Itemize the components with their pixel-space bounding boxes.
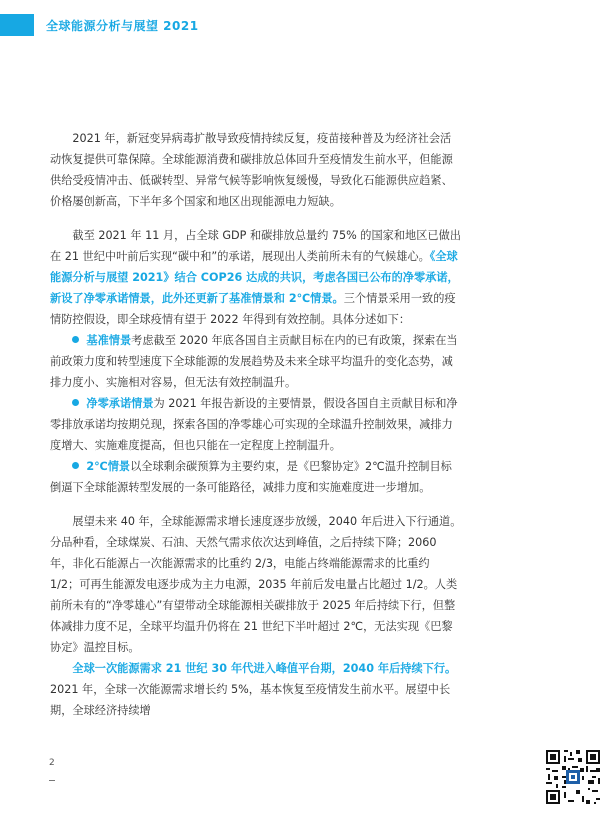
bullet-2c-scenario	[50, 456, 462, 498]
bullet-dot-icon	[72, 399, 79, 406]
bullet-text: 为 2021 年报告新设的主要情景，假设各国自主贡献目标和净零排放承诺均按期兑现，探索各国的净零雄心可实现的全球温升控制效果，减排力度增大、实施难度提高，但也只能在一定程度上控制温升。	[50, 397, 458, 452]
qr-code-icon	[544, 748, 602, 806]
bullet-dot-icon	[72, 462, 79, 469]
paragraph-2-text-a: 截至 2021 年 11 月，占全球 GDP 和碳排放总量约 75% 的国家和地区已做出在 21 世纪中叶前后实现“碳中和”的承诺，展现出人类前所未有的气候雄心。	[50, 229, 461, 263]
paragraph-4-highlight: 全球一次能源需求 21 世纪 30 年代进入峰值平台期，2040 年后持续下行。	[72, 662, 457, 675]
paragraph-2-text-c: 三个情景采用一致的疫情防控假设，即全球疫情有望于 2022 年得到有效控制。具体分述如下：	[50, 292, 456, 326]
bullet-baseline-scenario	[50, 330, 462, 393]
paragraph-4	[50, 658, 462, 721]
paragraph-3: 展望未来 40 年，全球能源需求增长速度逐步放缓，2040 年后进入下行通道。分品种看，全球煤炭、石油、天然气需求依次达到峰值，之后持续下降；2060 年，非化石能源占一次能源需求的比重约 2/3，电能占终端能源需求的比重约 1/2；可再生能源发电逐步成为主力电源，2035 年前后发电量占比超过 1/2。人类前所未有的“净零雄心”有望带动全球能源相关碳排放于 2025 年后持续下行，但整体减排力度不足，全球平均温升仍将在 21 世纪下半叶超过 2℃，无法实现《巴黎协定》温控目标。	[50, 515, 462, 654]
paragraph-2-highlight: 《全球能源分析与展望 2021》结合 COP26 达成的共识，考虑各国已公布的净零承诺，新设了净零承诺情景，此外还更新了基准情景和 2℃情景。	[50, 250, 459, 305]
bullet-dot-icon	[72, 336, 79, 343]
body-text	[50, 128, 462, 721]
bullet-term: 基准情景	[86, 334, 132, 347]
header-accent-bar	[0, 14, 34, 36]
paragraph-4-text: 2021 年，全球一次能源需求增长约 5%，基本恢复至疫情发生前水平。展望中长期，全球经济持续增	[50, 683, 451, 717]
bullet-net-zero-scenario	[50, 393, 462, 456]
bullet-text: 考虑截至 2020 年底各国自主贡献目标在内的已有政策，探索在当前政策力度和转型速度下全球能源的发展趋势及未来全球平均温升的变化态势，减排力度小、实施相对容易，但无法有效控制温升。	[50, 334, 458, 389]
page-number: 2	[49, 758, 55, 768]
paragraph-2	[50, 225, 462, 330]
bullet-term: 净零承诺情景	[86, 397, 154, 410]
bullet-term: 2℃情景	[86, 460, 131, 473]
running-header-title: 全球能源分析与展望 2021	[46, 19, 199, 33]
page-number-rule	[49, 780, 55, 781]
bullet-text: 以全球剩余碳预算为主要约束，是《巴黎协定》2℃温升控制目标倒逼下全球能源转型发展的一条可能路径，减排力度和实施难度进一步增加。	[50, 460, 452, 494]
paragraph-1: 2021 年，新冠变异病毒扩散导致疫情持续反复，疫苗接种普及为经济社会活动恢复提供可靠保障。全球能源消费和碳排放总体回升至疫情发生前水平，但能源供给受疫情冲击、低碳转型、异常气候等影响恢复缓慢，导致化石能源供应趋紧、价格屡创新高，下半年多个国家和地区出现能源电力短缺。	[50, 132, 453, 208]
